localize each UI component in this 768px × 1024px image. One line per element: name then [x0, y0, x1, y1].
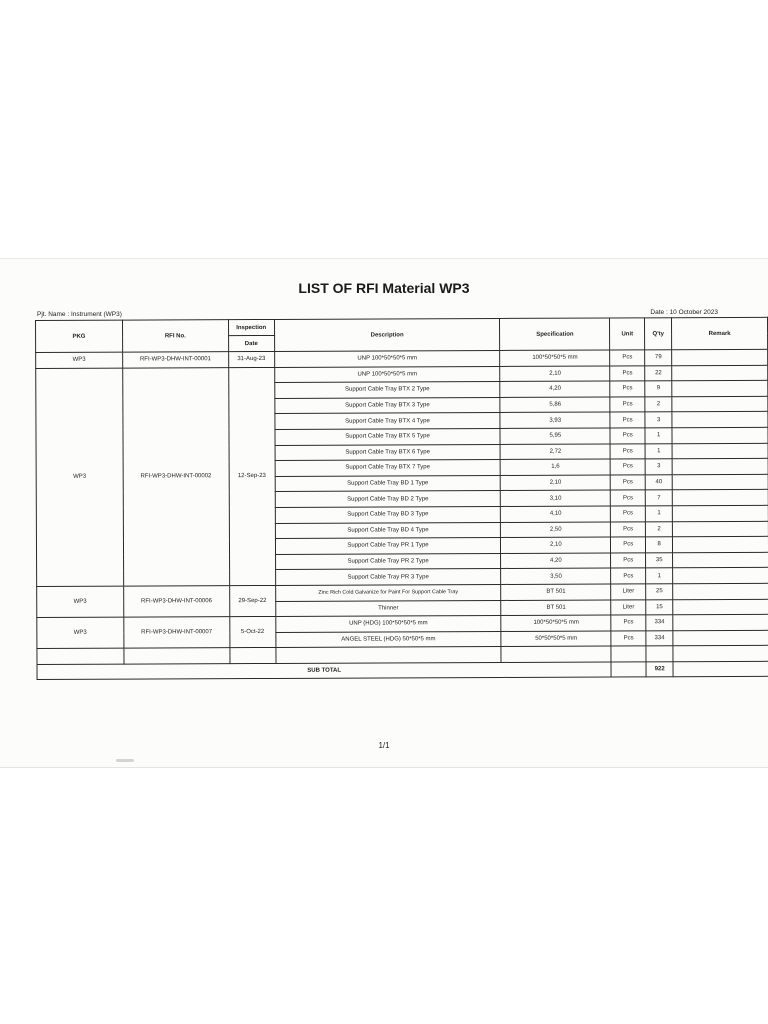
cell-unit: Pcs: [610, 443, 645, 459]
cell-description: Support Cable Tray BD 1 Type: [275, 475, 501, 492]
cell-qty: 3: [645, 459, 672, 475]
cell-qty: 40: [645, 474, 672, 490]
cell-description: Support Cable Tray BD 2 Type: [275, 491, 501, 508]
cell-pkg: WP3: [36, 352, 123, 368]
cell-qty: 1: [646, 506, 673, 522]
cell-remark: [672, 490, 768, 506]
cell-pkg: WP3: [37, 586, 124, 618]
cell-remark: [672, 365, 768, 381]
cell-qty: 334: [646, 615, 673, 631]
cell-specification: 1,6: [501, 459, 611, 475]
cell-rfi-no: RFI-WP3-DHW-INT-00002: [123, 367, 230, 586]
cell-description: Support Cable Tray BD 3 Type: [275, 506, 501, 523]
cell-unit: Pcs: [610, 397, 645, 413]
cell-specification: 5,95: [500, 428, 610, 444]
cell-remark: [672, 505, 768, 521]
cell-description: Support Cable Tray PR 1 Type: [275, 538, 501, 555]
cell-qty: 8: [646, 537, 673, 553]
header-unit: Unit: [610, 318, 645, 350]
cell-remark: [673, 630, 768, 646]
subtotal-qty: 922: [646, 662, 673, 678]
cell-description: Support Cable Tray BTX 2 Type: [274, 382, 500, 399]
cell-description: Support Cable Tray BD 4 Type: [275, 522, 501, 539]
cell-remark: [672, 458, 768, 474]
cell-description: Support Cable Tray BTX 7 Type: [275, 460, 501, 477]
header-pkg: PKG: [36, 320, 123, 352]
cell-qty: 2: [645, 397, 672, 413]
cell-qty: 25: [646, 584, 673, 600]
cell-remark: [672, 349, 768, 365]
cell-inspection-date: 12-Sep-23: [228, 367, 275, 586]
cell-description: Support Cable Tray BTX 4 Type: [275, 413, 501, 430]
cell-remark: [672, 380, 768, 396]
cell-qty: 2: [646, 521, 673, 537]
document-title: LIST OF RFI Material WP3: [298, 280, 470, 296]
cell-remark: [672, 412, 768, 428]
cell-description: Support Cable Tray BTX 3 Type: [274, 397, 500, 414]
cell-unit: Pcs: [611, 506, 646, 522]
cell-specification: 100*50*50*5 mm: [500, 350, 610, 366]
cell-unit: Liter: [611, 584, 646, 600]
cell-unit: Pcs: [611, 553, 646, 569]
header-qty: Q'ty: [645, 318, 672, 350]
cell-inspection-date: 31-Aug-23: [228, 351, 274, 367]
cell-unit: Pcs: [611, 631, 646, 647]
cell-remark: [673, 599, 768, 615]
header-inspection-date: Date: [228, 335, 274, 351]
cell-description: Zinc Rich Cold Galvanize for Paint For Support Cable Tray: [275, 584, 501, 601]
page-number: 1/1: [378, 741, 390, 750]
cell-unit: Pcs: [610, 459, 645, 475]
header-specification: Specification: [500, 318, 610, 350]
cell-specification: 4,10: [501, 506, 611, 522]
cell-description: UNP 100*50*50*5 mm: [274, 350, 500, 367]
cell-specification: 2,50: [501, 522, 611, 538]
cell-specification: 2,72: [500, 444, 610, 460]
cell-rfi-no: RFI-WP3-DHW-INT-00006: [123, 586, 229, 618]
cell-rfi-no: RFI-WP3-DHW-INT-00007: [124, 617, 230, 649]
cell-description: Support Cable Tray BTX 6 Type: [275, 444, 501, 461]
cell-description: UNP (HDG) 100*50*50*5 mm: [275, 616, 501, 633]
header-rfi-no: RFI No.: [122, 320, 228, 352]
cell-qty: 1: [646, 568, 673, 584]
header-description: Description: [274, 318, 500, 351]
cell-qty: 22: [645, 365, 672, 381]
cell-description: ANGEL STEEL (HDG) 50*50*5 mm: [276, 631, 502, 648]
cell-specification: BT 501: [501, 599, 611, 615]
cell-qty: 15: [646, 599, 673, 615]
cell-remark: [672, 427, 768, 443]
cell-qty: 35: [646, 552, 673, 568]
cell-unit: Pcs: [611, 568, 646, 584]
cell-specification: BT 501: [501, 584, 611, 600]
cell-unit: Pcs: [611, 521, 646, 537]
document-date: Date : 10 October 2023: [650, 309, 718, 316]
cell-unit: Liter: [611, 599, 646, 615]
cell-specification: 50*50*50*5 mm: [501, 631, 611, 647]
cell-remark: [673, 568, 768, 584]
cell-description: Support Cable Tray PR 3 Type: [275, 569, 501, 586]
cell-unit: Pcs: [610, 350, 645, 366]
cell-remark: [673, 536, 768, 552]
cell-description: Thinner: [275, 600, 501, 617]
cell-remark: [673, 614, 768, 630]
cell-qty: 9: [645, 381, 672, 397]
cell-qty: 3: [645, 412, 672, 428]
cell-description: Support Cable Tray BTX 5 Type: [275, 428, 501, 445]
cell-description: UNP 100*50*50*5 mm: [274, 366, 500, 383]
cell-specification: 100*50*50*5 mm: [501, 615, 611, 631]
cell-remark: [672, 396, 768, 412]
cell-qty: 79: [645, 350, 672, 366]
cell-unit: Pcs: [610, 490, 645, 506]
scan-smudge: [116, 759, 134, 762]
cell-remark: [672, 474, 768, 490]
cell-unit: Pcs: [610, 412, 645, 428]
cell-specification: 3,93: [500, 412, 610, 428]
cell-pkg: WP3: [36, 368, 124, 587]
header-inspection: Inspection: [228, 319, 274, 335]
cell-remark: [672, 443, 768, 459]
cell-unit: Pcs: [610, 475, 645, 491]
cell-rfi-no: RFI-WP3-DHW-INT-00001: [122, 352, 228, 368]
cell-inspection-date: 5-Oct-22: [229, 617, 275, 648]
cell-unit: Pcs: [610, 381, 645, 397]
cell-specification: 2,10: [500, 366, 610, 382]
project-name: Pjt. Name : Instrument (WP3): [37, 311, 122, 318]
cell-description: Support Cable Tray PR 2 Type: [275, 553, 501, 570]
cell-specification: 4,20: [501, 553, 611, 569]
cell-unit: Pcs: [610, 428, 645, 444]
cell-unit: Pcs: [610, 365, 645, 381]
cell-qty: 334: [646, 630, 673, 646]
header-remark: Remark: [672, 317, 768, 349]
cell-unit: Pcs: [611, 537, 646, 553]
subtotal-row: [37, 661, 768, 680]
cell-specification: 5,86: [500, 397, 610, 413]
cell-remark: [673, 583, 768, 599]
cell-remark: [673, 521, 768, 537]
cell-qty: 1: [645, 428, 672, 444]
subtotal-label: SUB TOTAL: [37, 662, 611, 680]
cell-specification: 2,10: [501, 475, 611, 491]
cell-specification: 2,10: [501, 537, 611, 553]
cell-qty: 7: [645, 490, 672, 506]
cell-remark: [673, 552, 768, 568]
cell-pkg: WP3: [37, 617, 124, 649]
cell-specification: 4,20: [500, 381, 610, 397]
cell-specification: 3,50: [501, 568, 611, 584]
rfi-material-table: [35, 317, 768, 681]
cell-unit: Pcs: [611, 615, 646, 631]
cell-inspection-date: 29-Sep-22: [229, 585, 275, 616]
cell-qty: 1: [645, 443, 672, 459]
cell-specification: 3,10: [501, 490, 611, 506]
